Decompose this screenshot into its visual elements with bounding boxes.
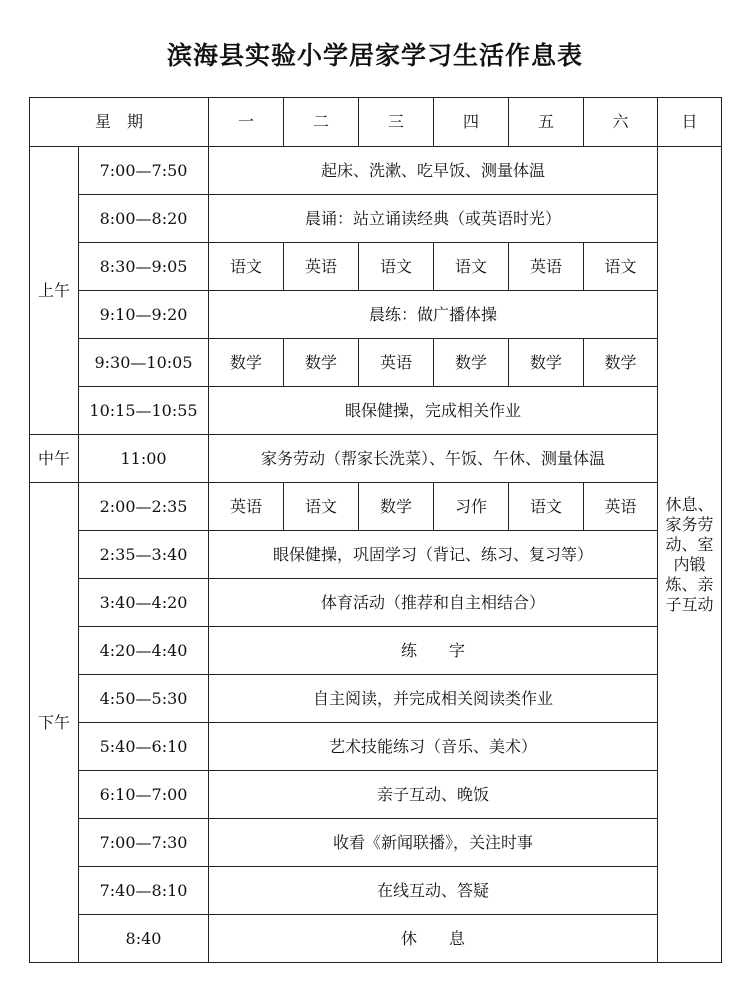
period-morning: 上午 — [30, 147, 79, 435]
time-cell: 9:10—9:20 — [79, 291, 209, 339]
table-row — [30, 147, 722, 195]
time-cell: 10:15—10:55 — [79, 387, 209, 435]
time-cell: 7:40—8:10 — [79, 867, 209, 915]
table-row — [30, 291, 722, 339]
subject-cell: 英语 — [284, 243, 359, 291]
table-row — [30, 723, 722, 771]
subject-cell: 语文 — [284, 483, 359, 531]
time-cell: 2:00—2:35 — [79, 483, 209, 531]
time-cell: 11:00 — [79, 435, 209, 483]
table-row — [30, 915, 722, 963]
table-row — [30, 579, 722, 627]
subject-cell: 语文 — [359, 243, 434, 291]
time-cell: 8:30—9:05 — [79, 243, 209, 291]
activity-cell: 自主阅读，并完成相关阅读类作业 — [209, 675, 658, 723]
activity-cell: 休 息 — [209, 915, 658, 963]
schedule-table — [29, 97, 722, 963]
activity-cell: 亲子互动、晚饭 — [209, 771, 658, 819]
activity-cell: 艺术技能练习（音乐、美术） — [209, 723, 658, 771]
sunday-note: 休息、家务劳动、室内锻炼、亲子互动 — [658, 147, 722, 963]
activity-cell: 眼保健操，完成相关作业 — [209, 387, 658, 435]
table-row — [30, 771, 722, 819]
table-row — [30, 195, 722, 243]
time-cell: 2:35—3:40 — [79, 531, 209, 579]
activity-cell: 晨诵：站立诵读经典（或英语时光） — [209, 195, 658, 243]
activity-cell: 练 字 — [209, 627, 658, 675]
subject-cell: 语文 — [434, 243, 509, 291]
subject-cell: 英语 — [509, 243, 584, 291]
table-row — [30, 387, 722, 435]
week-label: 星 期 — [30, 98, 209, 147]
table-row — [30, 435, 722, 483]
activity-cell: 眼保健操，巩固学习（背记、练习、复习等） — [209, 531, 658, 579]
table-row — [30, 675, 722, 723]
activity-cell: 收看《新闻联播》，关注时事 — [209, 819, 658, 867]
activity-cell: 起床、洗漱、吃早饭、测量体温 — [209, 147, 658, 195]
table-row — [30, 339, 722, 387]
time-cell: 4:50—5:30 — [79, 675, 209, 723]
activity-cell: 晨练：做广播体操 — [209, 291, 658, 339]
subject-cell: 语文 — [209, 243, 284, 291]
subject-cell: 数学 — [584, 339, 658, 387]
time-cell: 4:20—4:40 — [79, 627, 209, 675]
table-row — [30, 531, 722, 579]
subject-cell: 数学 — [359, 483, 434, 531]
subject-cell: 数学 — [509, 339, 584, 387]
time-cell: 8:40 — [79, 915, 209, 963]
subject-cell: 英语 — [359, 339, 434, 387]
day-sun: 日 — [658, 98, 722, 147]
day-wed: 三 — [359, 98, 434, 147]
activity-cell: 体育活动（推荐和自主相结合） — [209, 579, 658, 627]
time-cell: 8:00—8:20 — [79, 195, 209, 243]
period-afternoon: 下午 — [30, 483, 79, 963]
time-cell: 3:40—4:20 — [79, 579, 209, 627]
time-cell: 7:00—7:50 — [79, 147, 209, 195]
table-row — [30, 627, 722, 675]
table-row — [30, 867, 722, 915]
subject-cell: 数学 — [284, 339, 359, 387]
time-cell: 6:10—7:00 — [79, 771, 209, 819]
day-tue: 二 — [284, 98, 359, 147]
table-row — [30, 819, 722, 867]
subject-cell: 英语 — [209, 483, 284, 531]
activity-cell: 在线互动、答疑 — [209, 867, 658, 915]
day-thu: 四 — [434, 98, 509, 147]
subject-cell: 数学 — [209, 339, 284, 387]
header-row — [30, 98, 722, 147]
subject-cell: 数学 — [434, 339, 509, 387]
period-noon: 中午 — [30, 435, 79, 483]
time-cell: 7:00—7:30 — [79, 819, 209, 867]
time-cell: 5:40—6:10 — [79, 723, 209, 771]
subject-cell: 语文 — [509, 483, 584, 531]
subject-cell: 习作 — [434, 483, 509, 531]
day-sat: 六 — [584, 98, 658, 147]
time-cell: 9:30—10:05 — [79, 339, 209, 387]
day-fri: 五 — [509, 98, 584, 147]
subject-cell: 语文 — [584, 243, 658, 291]
table-row — [30, 483, 722, 531]
activity-cell: 家务劳动（帮家长洗菜）、午饭、午休、测量体温 — [209, 435, 658, 483]
table-row — [30, 243, 722, 291]
day-mon: 一 — [209, 98, 284, 147]
subject-cell: 英语 — [584, 483, 658, 531]
page-title: 滨海县实验小学居家学习生活作息表 — [166, 41, 583, 70]
